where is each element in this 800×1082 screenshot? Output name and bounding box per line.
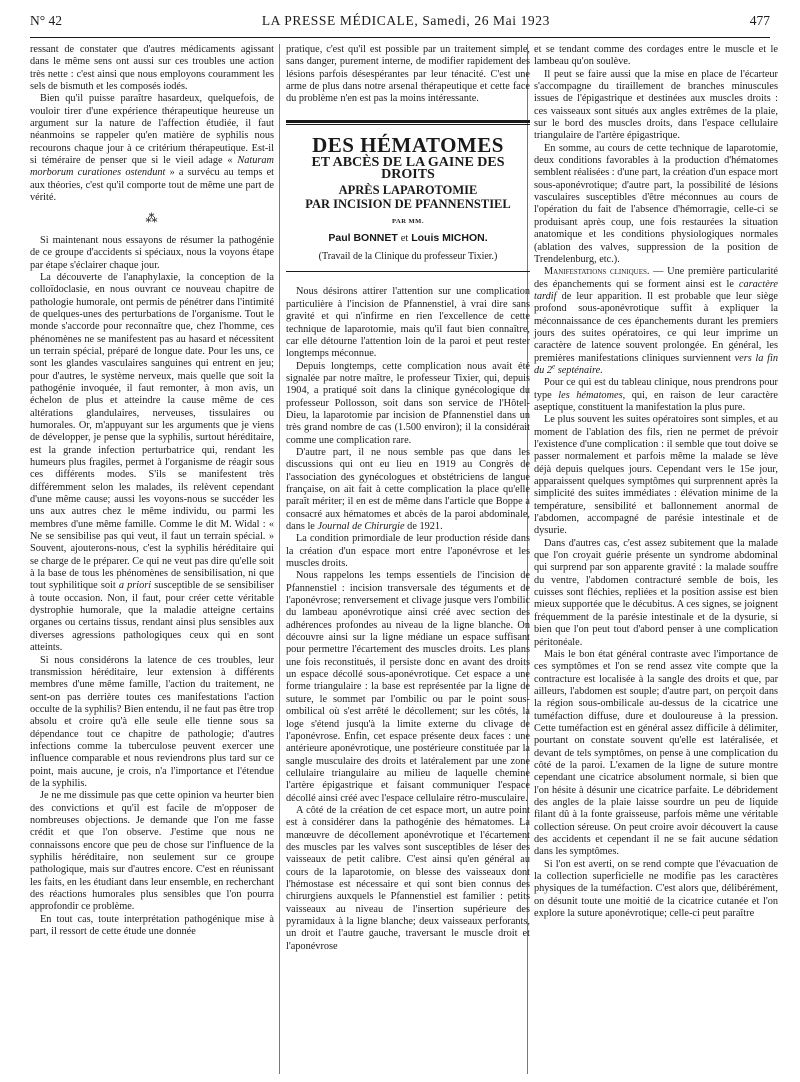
paragraph: D'autre part, il ne nous semble pas que dans les discussions qui ont eu lieu en 1919 au Congrès de l'association des gynécologues et obstétriciens de langue française, on ait fait à cette complication la place qu'elle paraît mériter; il en est de même dans l'article que Boppe a consacré aux hématomes et abcès de la paroi abdominale, dans le Journal de Chirurgie de 1921. — [286, 446, 530, 532]
paragraph: Le plus souvent les suites opératoires sont simples, et au moment de l'ablation des fils, rien ne permet de prévoir l'existence d'une complication : il semble que tout doive se passer normalement et parfois même la malade se lève déjà depuis quelques jours. Cependant vers le 15e jour, apparaissent quelques symptômes qui surprennent après la simplicité des suites immédiates : élévation minime de la température, sensibilité et ballonnement anormal de l'abdomen, accompagné de parésie intestinale et de dysurie. — [534, 414, 778, 537]
paragraph: Mais le bon état général contraste avec l'importance de ces symptômes et l'on se rend assez vite compte que la contracture est localisée à la sangle des droits et que, par ailleurs, l'abdomen est souple; d'autre part, on perçoit dans la région sous-ombilicale au-dessus de la cicatrice une tuméfaction diffuse, dure et douloureuse à la pression. Cette tuméfaction est en général assez difficile à délimiter, pourtant on constate souvent qu'elle est latéralisée, et devant de tels symptômes, on pense à une complication du côté de la paroi. L'examen de la ligne de suture montre cependant une cicatrice absolument normale, si bien que l'on hésite à désunir une cicatrice parfaite. Le débridement des angles de la plaie laisse sourdre un peu de liquide filant dû à la fonte graisseuse, parfois même une véritable collection séreuse. On peut croire avoir découvert la cause des accidents et cependant il ne se fait aucune sédation dans les symptômes. — [534, 648, 778, 858]
paragraph: En somme, au cours de cette technique de laparotomie, deux conditions favorables à la production d'hématomes semblent réalisées : d'une part, la création d'un espace mort sous-aponévrotique; d'autre part, la possibilité de lésions vasculaires susceptibles d'être méconnues au cours de l'opération du fait de l'absence d'hémorragie, celle-ci se produisant après coup, une fois restaurées la situation anatomique et les conditions physiologiques normales (ablation des valves, suppression de la position de Trendelenburg, etc.). — [534, 142, 778, 265]
paragraph: En tout cas, toute interprétation pathogénique mise à part, il ressort de cette étude une donnée — [30, 913, 274, 938]
paragraph: Nous désirons attirer l'attention sur une complication particulière à l'incision de Pfannenstiel, à vrai dire sans gravité et qui n'infirme en rien l'excellence de cette technique de laparotomie, mais qu'il faut bien connaître, car elle détourne l'attention loin de la paroi et peut rester longtemps méconnue. — [286, 286, 530, 360]
article-subtitle: ET ABCÈS DE LA GAINE DES DROITS — [311, 155, 505, 183]
paragraph: Depuis longtemps, cette complication nous avait été signalée par notre maître, le professeur Tixier, qui, depuis 1904, a pratiqué soit dans la clinique gynécologique du professeur Pollosson, soit dans son service de l'Hôtel-Dieu, la laparotomie par incision de Pfannenstiel dans un très grand nombre de cas (1.500 environ); il la considérait comme une complication rare. — [286, 360, 530, 446]
article-rule — [286, 271, 530, 272]
journal-title: LA PRESSE MÉDICALE, Samedi, 26 Mai 1923 — [261, 13, 550, 28]
page-number: 477 — [749, 13, 770, 28]
asterism-separator: ⁂ — [145, 211, 159, 226]
column-3 — [534, 44, 778, 920]
article-authors: Paul BONNET et Louis MICHON. — [328, 231, 488, 244]
paragraph: ressant de constater que d'autres médicaments agissant dans le même sens ont aussi sur ces troubles une action très nette : c'est ainsi que nous employons couramment les sels de bismuth et les composés iodés. — [30, 44, 274, 93]
column-2 — [286, 44, 530, 953]
paragraph: Si l'on est averti, on se rend compte que l'évacuation de la collection superficielle ne modifie pas les caractères physiques de la tuméfaction. C'est alors que, délibérément, on désunit toute une moitié de la cicatrice cutanée et l'on explore la suture aponévrotique; celle-ci peut paraître — [534, 858, 778, 920]
paragraph: Bien qu'il puisse paraître hasardeux, quelquefois, de vouloir tirer d'une expérience thérapeutique heureuse un argument sur la nature de l'affection étudiée, il faut néanmoins se rappeler qu'en matière de syphilis nous recourons chaque jour à ce critérium thérapeutique. Est-il si téméraire de penser que si le vieil adage « Naturam morborum curationes ostendunt » a survécu au temps et aux théories, c'est qu'il comporte tout de même une part de vérité. — [30, 93, 274, 204]
paragraph: Manifestations cliniques. — Une première particularité des épanchements qui se forment ainsi est le caractère tardif de leur apparition. Il est probable que leur siège profond sous-aponévrotique suffit à expliquer la méconnaissance de ces épanchements durant les premiers jours des suites opératoires, ce qui leur imprime un caractère de latence souvent prolongée. En général, les premières manifestations cliniques surviennent vers la fin du 2e septénaire. — [534, 266, 778, 376]
article-institution: (Travail de la Clinique du professeur Tixier.) — [318, 251, 498, 263]
paragraph: Si maintenant nous essayons de résumer la pathogénie de ce groupe d'accidents si spéciaux, nous la voyons étape par étape s'éclairer chaque jour. — [30, 234, 274, 271]
issue-number: N° 42 — [30, 13, 63, 28]
paragraph: et se tendant comme des cordages entre le muscle et le lambeau qu'on soulève. — [534, 44, 778, 68]
paragraph: Je ne me dissimule pas que cette opinion va heurter bien des convictions et qu'il est facile de m'opposer de nombreuses objections. Je demande que l'on me fasse crédit et que l'on observe. J'estime que nous ne connaissons encore que peu de chose sur l'influence de la syphilis héréditaire, non seulement sur ce groupe pathologique, mais sur d'autres encore. C'est en réunissant les faits, en les étudiant dans leur ensemble, en recherchant des réactions humorales plus sensibles que l'on pourra approfondir ce problème. — [30, 790, 274, 913]
paragraph: pratique, c'est qu'il est possible par un traitement simple, sans danger, purement interne, de modifier rapidement des lésions parfois désespérantes par leur ténacité. C'est une arme de plus dans notre arsenal thérapeutique et cette face du problème n'en est pas la moins intéressante. — [286, 44, 530, 105]
article-subtitle: APRÈS LAPAROTOMIE — [338, 182, 478, 197]
paragraph: La condition primordiale de leur production réside dans la création d'un espace mort entre l'aponévrose et les muscles droits. — [286, 533, 530, 570]
paragraph: La découverte de l'anaphylaxie, la conception de la colloïdoclasie, en nous ouvrant ce nouveau chapitre de pathologie humorale, ont permis de pénétrer dans l'intimité de quelques-unes des perturbations de l'organisme. Tout le monde s'accorde pour reconnaître que, chez l'homme, ces phénomènes ne se manifestent pas au hasard et nécessitent un terrain spécial, préparé de longue date. Pour les uns, ce sont les glandes vasculaires sanguines qui entrent en jeu; pour d'autres, le système nerveux, mais quelle que soit la pathogénie invoquée, il faut remonter, à mon avis, un échelon de plus et atteindre la cause même de ces altérations glandulaires, nerveuses, tissulaires ou humorales. Or, m'appuyant sur les arguments que je viens de développer, je pense que la syphilis, surtout héréditaire, est la grande infection perturbatrice qui, rendant les humeurs plus fragiles, permet à l'organisme de réagir sous ces différents modes. S'ils se manifestent très différemment selon les malades, ils relèvent cependant d'une même cause; aussi les voyons-nous se succéder les uns aux autres chez le même individu, ou parmi les membres d'une même famille. Comme le dit M. Widal : « Ne se sensibilise pas qui veut, il faut un terrain spécial. » Souvent, ajouterons-nous, c'est la syphilis héréditaire qui se charge de le préparer. Ce qui ne veut pas dire qu'elle soit à la base de tous les phénomènes de sensibilisation, ni que tout syphilitique soit a priori susceptible de se sensibiliser à toute occasion. Non, il faut, pour créer cette véritable dystrophie humorale, que la maladie atteigne certains organes ou certains tissus, rendant ainsi plus sensibles aux diverses agressions pathologiques ceux qui en sont atteints. — [30, 271, 274, 654]
paragraph: A côté de la création de cet espace mort, un autre point est à considérer dans la pathogénie des hématomes. La manœuvre de décollement aponévrotique et l'écartement des muscles par les valves sont susceptibles de léser des vaisseaux de petit calibre. C'est ainsi qu'en général au cours de la laparotomie, on blesse des vaisseaux dont l'hémostase est nécessaire et qui sont bien connus des chirurgiens auxquels le Pfannenstiel est familier : petits vaisseaux au niveau de l'insertion supérieure des pyramidaux à la ligne blanche; deux vaisseaux perforants, un droit et l'autre gauche, traversant le muscle droit et l'aponévrose — [286, 804, 530, 952]
paragraph: Si nous considérons la latence de ces troubles, leur transmission héréditaire, leur extension à différents membres d'une même famille, l'action du traitement, ne sent-on pas derrière toutes ces manifestations l'action occulte de la syphilis? Bien entendu, il ne faut pas être trop absolu et croire qu'à elle seule elle tienne sous sa dépendance tout ce chapitre de pathologie; d'autres infections comme la tuberculose peuvent exercer une influence comparable et nous reviendrons plus tard sur ce point, mais aucune, je crois, n'a l'importance et l'étendue de la syphilis. — [30, 654, 274, 789]
paragraph: Pour ce qui est du tableau clinique, nous prendrons pour type les hématomes, qui, en raison de leur caractère aseptique, constituent la manifestation la plus pure. — [534, 377, 778, 413]
article-rule — [286, 120, 530, 123]
byline-prefix: PAR MM. — [392, 218, 424, 226]
article-rule — [286, 124, 530, 125]
column-divider — [279, 44, 280, 1074]
article-title: DES HÉMATOMES — [312, 132, 504, 157]
column-1 — [30, 44, 274, 938]
paragraph: Nous rappelons les temps essentiels de l'incision de Pfannenstiel : incision transversale des téguments et de l'aponévrose; renversement et clivage jusque vers l'ombilic du lambeau aponévrotique ainsi créé avec section des adhérences profondes au niveau de la ligne blanche. On découvre ainsi sur la ligne médiane un espace suffisant pour permettre l'écartement des muscles droits. Les plans une fois reconstitués, il persiste donc en avant des droits un espace décollé sous-aponévrotique. Cet espace a une forme triangulaire : la base est représentée par la ligne de suture, le sommet par l'ombilic ou par le point sous-ombilical où s'est arrêté le décollement; sur les côtés, la loge s'étend jusqu'à la limite externe du clivage de l'aponévrose. Enfin, cet espace présente deux faces : une antérieure aponévrotique, une postérieure constituée par la sangle musculaire des droits et latéralement par une zone cellulaire triangulaire au milieu de laquelle chemine l'artère épigastrique et faisant communiquer l'espace décollé ainsi créé avec l'espace cellulaire rétro-musculaire. — [286, 570, 530, 804]
paragraph: Dans d'autres cas, c'est assez subitement que la malade que l'on croyait guérie présente un syndrome abdominal qui surprend par son apparente gravité : la malade souffre du ventre, l'abdomen contracturé semble de bois, les cuisses sont fléchies, repliées et la position assise est bien mieux supportée que le décubitus. A ces signes, se joignent fréquemment de la parésie intestinale et de la dysurie, si bien que l'on peut tout d'abord penser à une complication péritonéale. — [534, 537, 778, 648]
paragraph: Il peut se faire aussi que la mise en place de l'écarteur s'accompagne du tiraillement de branches minuscules issues de l'épigastrique et destinées aux muscles droits : ces vaisseaux sont situés aux angles extrêmes de la plaie, sur le bord des muscles droits, dans l'espace cellulaire triangulaire de l'artère épigastrique. — [534, 68, 778, 142]
article-subtitle: PAR INCISION DE PFANNENSTIEL — [305, 197, 511, 212]
page-header — [30, 13, 770, 38]
